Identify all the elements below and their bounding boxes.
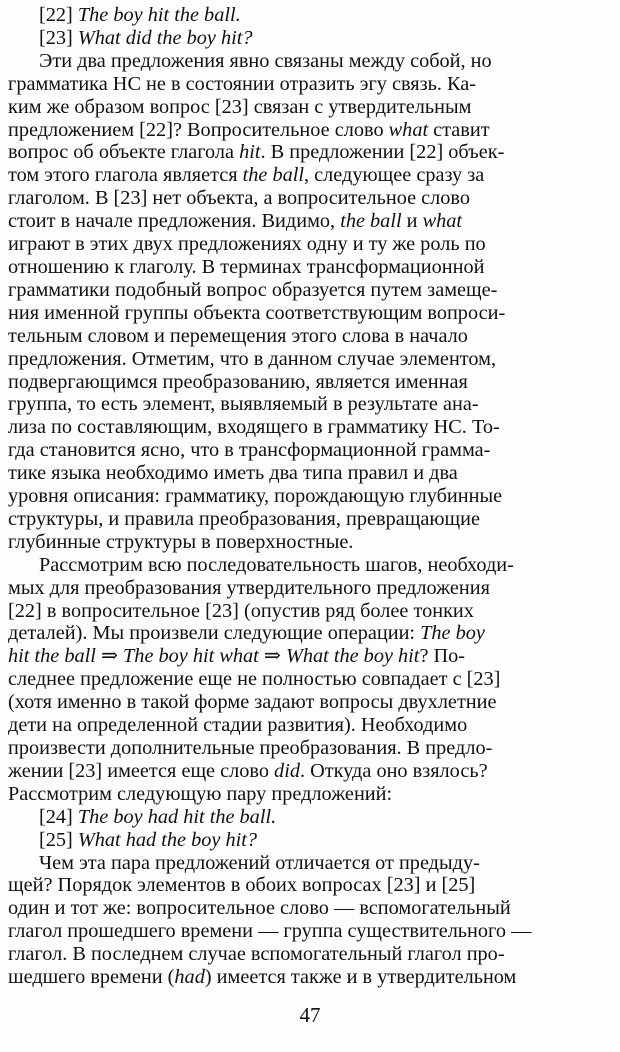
example-number: [24]	[39, 805, 73, 828]
text-line: шедшего времени (had) имеется также и в утвердительном	[8, 966, 517, 989]
text-line: подвергающимся преобразованию, является именная	[8, 370, 468, 393]
example-22	[8, 4, 612, 27]
text-line: (хотя именно в такой форме задают вопросы двухлетние	[8, 691, 497, 714]
text-line: мых для преобразования утвердительного предложения	[8, 576, 490, 599]
text-line: предложения. Отметим, что в данном случае элементом,	[8, 347, 497, 370]
text-line: hit the ball ⇒ The boy hit what ⇒ What the boy hit? По-	[8, 645, 466, 668]
example-23	[8, 27, 612, 50]
text-line: произвести дополнительные преобразования. В предло-	[8, 737, 493, 759]
text-line: жении [23] имеется еще слово did. Откуда оно взялось?	[8, 759, 488, 782]
text-line: грамматика НС не в состоянии отразить эгу связь. Ка-	[8, 72, 477, 95]
text-line: стоит в начале предложения. Видимо, the ball и what	[8, 210, 463, 233]
text-line: глубинные структуры в поверхностные.	[8, 530, 354, 553]
text-line: Эти два предложения явно связаны между собой, но	[39, 49, 492, 72]
text-line: глагол. В последнем случае вспомогательный глагол про-	[8, 943, 505, 966]
example-number: [22]	[39, 4, 73, 26]
text-line: лиза по составляющим, входящего в грамматику НС. То-	[8, 416, 500, 439]
text-line: один и тот же: вопросительное слово — вспомогательный	[8, 897, 511, 920]
text-line: Рассмотрим всю последовательность шагов, необходи-	[39, 553, 514, 576]
text-line: следнее предложение еще не полностью совпадает с [23]	[8, 668, 501, 691]
text-line: грамматики подобный вопрос образуется путем замеще-	[8, 278, 498, 301]
text-line: тельным словом и перемещения этого слова в начало	[8, 324, 468, 347]
example-text: The boy hit the ball.	[77, 4, 241, 26]
text-line: ким же образом вопрос [23] связан с утвердительным	[8, 95, 472, 118]
text-line: том этого глагола является the ball, следующее сразу за	[8, 164, 485, 187]
text-line: тике языка необходимо иметь два типа правил и два	[8, 462, 458, 485]
text-line: щей? Порядок элементов в обоих вопросах [23] и [25]	[8, 874, 476, 897]
text-line: деталей). Мы произвели следующие операции: The boy	[8, 622, 485, 645]
text-line: уровня описания: грамматику, порождающую глубинные	[8, 485, 503, 508]
text-line: играют в этих двух предложениях одну и ту же роль по	[8, 233, 486, 256]
text-line: Чем эта пара предложений отличается от предыду-	[39, 851, 480, 874]
page-body	[8, 4, 612, 989]
text-line: вопрос об объекте глагола hit. В предложении [22] объек-	[8, 141, 505, 164]
text-line: группа, то есть элемент, выявляемый в результате ана-	[8, 393, 479, 416]
example-text: What had the boy hit?	[77, 828, 257, 851]
text-line: дети на определенной стадии развития). Необходимо	[8, 714, 468, 737]
text-line: ния именной группы объекта соответствующим вопроси-	[8, 301, 506, 324]
example-24	[8, 806, 612, 829]
example-number: [25]	[39, 828, 73, 851]
example-text: The boy had hit the ball.	[77, 805, 277, 828]
page-number: 47	[299, 1003, 321, 1027]
text-line: Рассмотрим следующую пару предложений:	[8, 782, 393, 805]
example-number: [23]	[39, 26, 73, 49]
example-25	[8, 829, 612, 852]
text-line: предложением [22]? Вопросительное слово what ставит	[8, 118, 490, 141]
text-line: отношению к глаголу. В терминах трансформационной	[8, 255, 485, 278]
example-text: What did the boy hit?	[77, 26, 253, 49]
text-line: [22] в вопросительное [23] (опустив ряд более тонких	[8, 599, 474, 622]
text-line: структуры, и правила преобразования, превращающие	[8, 507, 480, 530]
text-line: глаголом. В [23] нет объекта, а вопросительное слово	[8, 187, 471, 210]
text-line: гда становится ясно, что в трансформационной грамма-	[8, 439, 491, 462]
text-line: глагол прошедшего времени — группа существительного —	[8, 920, 532, 943]
